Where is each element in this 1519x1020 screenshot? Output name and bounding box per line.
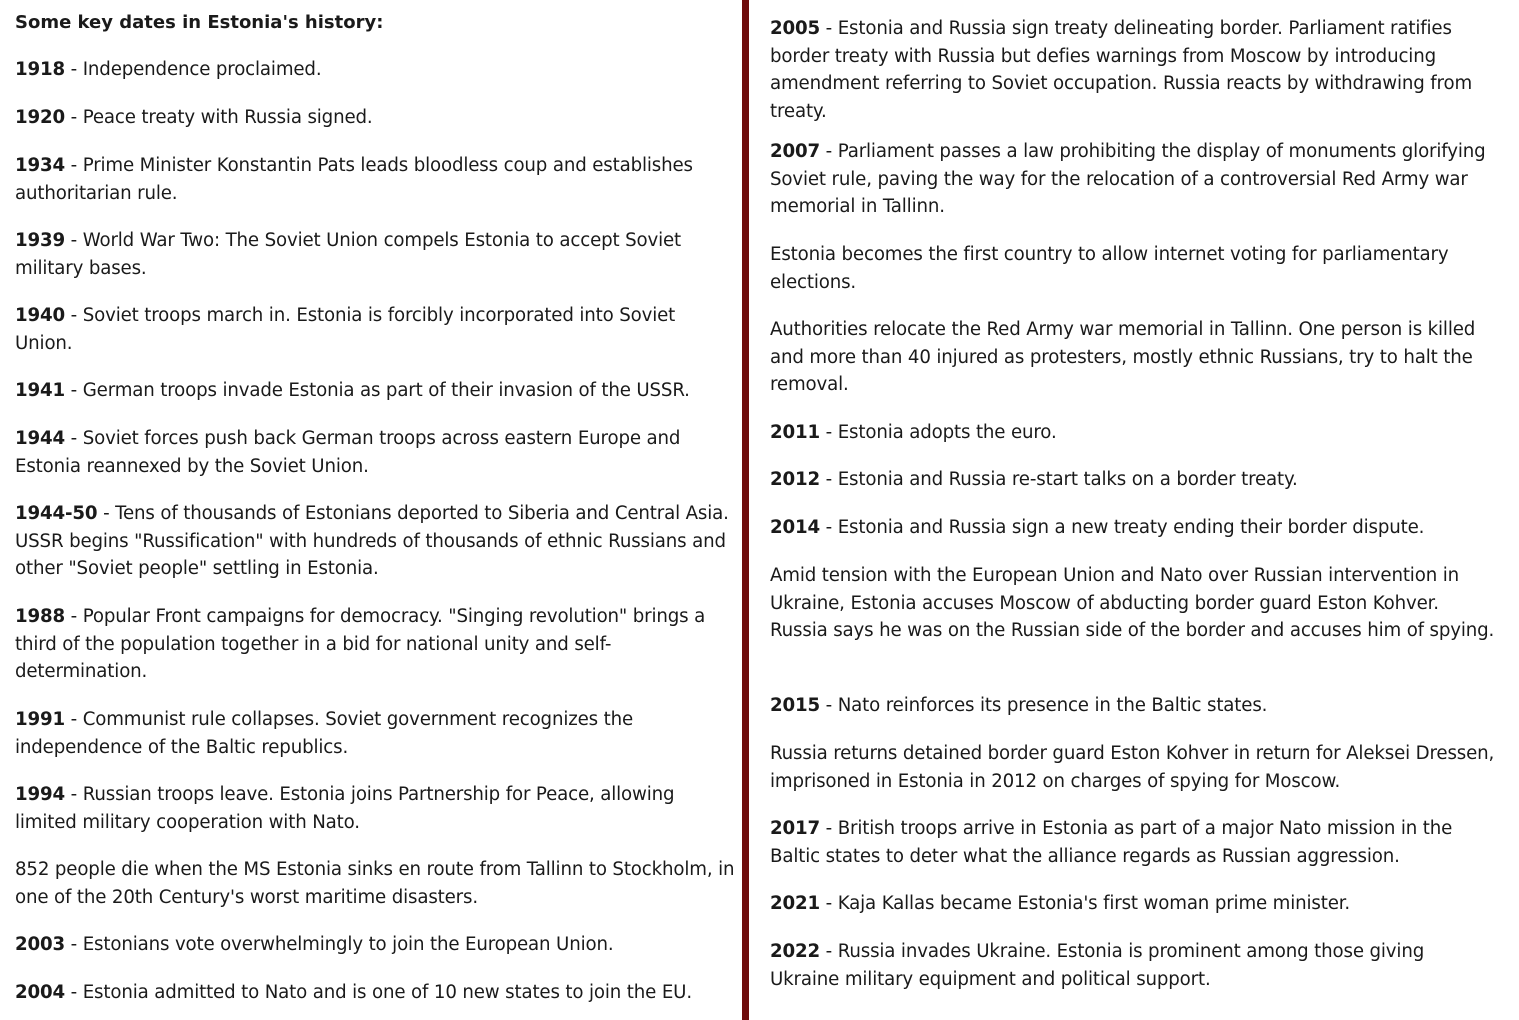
timeline-entry [15, 603, 737, 686]
entry-year: 2007 [770, 141, 821, 162]
timeline-entry [770, 562, 1498, 645]
entry-text: Russia returns detained border guard Eston Kohver in return for Aleksei Dressen, imprisoned in Estonia in 2012 on charges of spying for Moscow. [770, 743, 1495, 792]
entry-text: - Estonia adopts the euro. [820, 422, 1057, 443]
entry-year: 1941 [15, 380, 66, 401]
timeline-entry [15, 227, 737, 282]
timeline-entry [770, 692, 1498, 720]
entry-text: - Communist rule collapses. Soviet government recognizes the independence of the Baltic republics. [15, 709, 634, 758]
timeline-entry [15, 104, 737, 132]
entry-text: - Popular Front campaigns for democracy. "Singing revolution" brings a third of the population together in a bid for national unity and self-determination. [15, 606, 706, 682]
timeline-entry [770, 15, 1498, 125]
entry-text: Amid tension with the European Union and Nato over Russian intervention in Ukraine, Estonia accuses Moscow of abducting border guard Eston Kohver. Russia says he was on the Russian side of the border and accuses him of spying. [770, 565, 1495, 641]
page-title: Some key dates in Estonia's history: [15, 12, 384, 33]
entry-text: - Estonia and Russia re-start talks on a border treaty. [820, 469, 1298, 490]
timeline-entry [15, 979, 737, 1007]
entry-text: - Nato reinforces its presence in the Baltic states. [820, 695, 1268, 716]
timeline-entry [15, 56, 737, 84]
timeline-entry [15, 931, 737, 959]
entry-text: - Prime Minister Konstantin Pats leads bloodless coup and establishes authoritarian rule. [15, 155, 693, 204]
column-divider [742, 0, 749, 1020]
entry-text: - Russian troops leave. Estonia joins Partnership for Peace, allowing limited military cooperation with Nato. [15, 784, 675, 833]
entry-year: 2014 [770, 517, 821, 538]
timeline-entry [770, 815, 1498, 870]
entry-text: - World War Two: The Soviet Union compels Estonia to accept Soviet military bases. [15, 230, 682, 279]
timeline-entry [770, 241, 1498, 296]
entry-year: 1988 [15, 606, 66, 627]
entry-year: 2021 [770, 893, 821, 914]
entry-text: Authorities relocate the Red Army war memorial in Tallinn. One person is killed and more than 40 injured as protesters, mostly ethnic Russians, try to halt the removal. [770, 319, 1476, 395]
timeline-entry [15, 425, 737, 480]
timeline-entry [770, 740, 1498, 795]
entry-text: - Soviet forces push back German troops across eastern Europe and Estonia reannexed by the Soviet Union. [15, 428, 681, 477]
timeline-entry [15, 377, 737, 405]
entry-text: - Estonia admitted to Nato and is one of 10 new states to join the EU. [65, 982, 692, 1003]
entry-year: 1934 [15, 155, 66, 176]
entry-text: - Tens of thousands of Estonians deported to Siberia and Central Asia. USSR begins "Russification" with hundreds of thousands of ethnic Russians and other "Soviet people" settling in Estonia. [15, 503, 729, 579]
timeline-entry [770, 138, 1498, 221]
entry-text: - Parliament passes a law prohibiting the display of monuments glorifying Soviet rule, paving the way for the relocation of a controversial Red Army war memorial in Tallinn. [770, 141, 1486, 217]
timeline-entry [15, 152, 737, 207]
timeline-entry [770, 938, 1498, 993]
entry-text: - Kaja Kallas became Estonia's first woman prime minister. [820, 893, 1351, 914]
timeline-entry [770, 316, 1498, 399]
entry-text: - Estonians vote overwhelmingly to join the European Union. [65, 934, 614, 955]
entry-text: - Estonia and Russia sign a new treaty ending their border dispute. [820, 517, 1425, 538]
entry-text: - Soviet troops march in. Estonia is forcibly incorporated into Soviet Union. [15, 305, 676, 354]
entry-year: 1994 [15, 784, 66, 805]
timeline-entry [770, 514, 1498, 542]
entry-year: 2011 [770, 422, 821, 443]
timeline-entry [15, 706, 737, 761]
entry-year: 2003 [15, 934, 66, 955]
entry-year: 1944-50 [15, 503, 98, 524]
entry-year: 2015 [770, 695, 821, 716]
entry-year: 1918 [15, 59, 66, 80]
entry-text: - German troops invade Estonia as part of their invasion of the USSR. [65, 380, 690, 401]
entry-text: 852 people die when the MS Estonia sinks en route from Tallinn to Stockholm, in one of the 20th Century's worst maritime disasters. [15, 859, 735, 908]
entry-year: 2022 [770, 941, 821, 962]
entry-year: 2017 [770, 818, 821, 839]
entry-year: 2004 [15, 982, 66, 1003]
entry-text: - Peace treaty with Russia signed. [65, 107, 373, 128]
entry-text: - British troops arrive in Estonia as part of a major Nato mission in the Baltic states to deter what the alliance regards as Russian aggression. [770, 818, 1453, 867]
timeline-entry [15, 302, 737, 357]
entry-year: 1939 [15, 230, 66, 251]
timeline-entry [15, 781, 737, 836]
timeline-entry [15, 856, 737, 911]
entry-year: 2012 [770, 469, 821, 490]
entry-text: Estonia becomes the first country to allow internet voting for parliamentary elections. [770, 244, 1449, 293]
entry-text: - Estonia and Russia sign treaty delineating border. Parliament ratifies border treaty with Russia but defies warnings from Moscow by introducing amendment referring to Soviet occupation. Russia reacts by withdrawing from treaty. [770, 18, 1473, 122]
entry-year: 1944 [15, 428, 66, 449]
timeline-entry [15, 500, 737, 583]
entry-text: - Russia invades Ukraine. Estonia is prominent among those giving Ukraine military equipment and political support. [770, 941, 1425, 990]
entry-year: 2005 [770, 18, 821, 39]
entry-year: 1920 [15, 107, 66, 128]
entry-year: 1940 [15, 305, 66, 326]
timeline-entry [770, 890, 1498, 918]
timeline-entry [770, 466, 1498, 494]
entry-year: 1991 [15, 709, 66, 730]
entry-text: - Independence proclaimed. [65, 59, 322, 80]
timeline-entry [770, 419, 1498, 447]
